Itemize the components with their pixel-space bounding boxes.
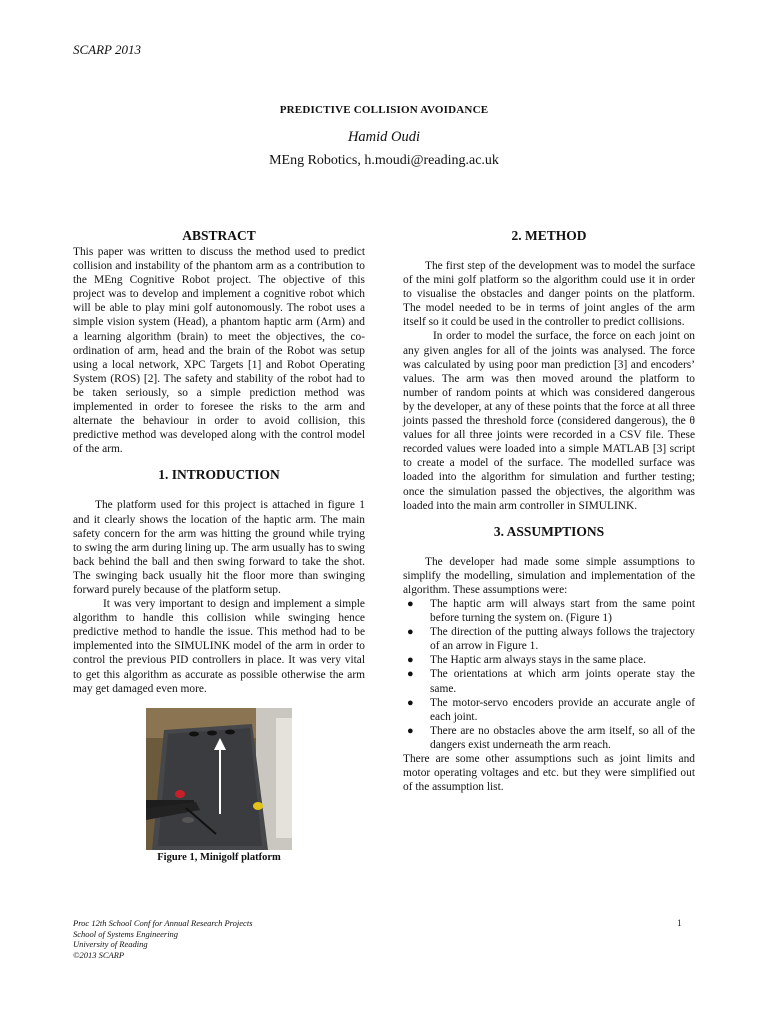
bullet-icon: ● [407,724,414,737]
list-item [403,625,695,653]
intro-paragraph-1: The platform used for this project is attached in figure 1 and it clearly shows the location of the haptic arm. The main safety concern for the arm was hitting the ground while trying to swing the arm during lining up. The arm usually has to swing back behind the ball and then swing forward to take the shot. The swinging back usually hit the floor more than swinging forward purely because of the platform setup. [73,499,365,596]
figure-1 [146,708,292,863]
method-heading: 2. METHOD [511,228,587,243]
abstract-heading: ABSTRACT [182,228,256,243]
bullet-icon: ● [407,654,414,667]
footer-line: University of Reading [73,939,148,949]
bullet-icon: ● [407,597,414,610]
list-item [403,667,695,695]
running-head: SCARP 2013 [73,42,142,57]
left-column [73,227,365,863]
figure-1-caption: Figure 1, Minigolf platform [157,851,281,863]
list-item [403,653,695,667]
method-paragraph-1: The first step of the development was to model the surface of the mini golf platform so the algorithm could use it in order to visualise the obstacles and danger points on the platform. The model needed to be in terms of joint angles of the arm itself so it could be used in the controller to predict collisions. [403,260,695,329]
right-column [403,227,695,794]
footer-line: School of Systems Engineering [73,928,179,939]
page-number: 1 [677,918,682,928]
footer-line: ©2013 SCARP [73,949,125,960]
intro-paragraph-2: It was very important to design and implement a simple algorithm to handle this collision while swinging hence predictive method to handle the issue. This method had to be implemented into the SIMULINK model of the arm in order to control the previous PID controllers in place. It was very vital to get this algorithm as accurate as possible otherwise the arm may get damaged even more. [73,598,365,695]
assumption-text: The motor-servo encoders provide an accurate angle of each joint. [430,696,695,723]
assumption-text: The Haptic arm always stays in the same place. [430,654,647,667]
paper-title: PREDICTIVE COLLISION AVOIDANCE [279,104,489,116]
assumptions-closing: There are some other assumptions such as joint limits and motor operating voltages and etc. but they were simplified out of the assumption list. [403,753,695,794]
page-footer [73,918,253,960]
list-item [403,597,695,625]
assumptions-intro: The developer had made some simple assumptions to simplify the modelling, simulation and implementation of the algorithm. These assumptions were: [403,555,695,596]
bullet-icon: ● [407,626,414,639]
assumptions-list [403,597,695,752]
assumption-text: There are no obstacles above the arm itself, so all of the dangers exist underneath the arm reach. [430,724,695,751]
abstract-text: This paper was written to discuss the method used to predict collision and instability of the phantom arm as a contribution to the MEng Cognitive Robot project. The objective of this project was to develop and implement a cognitive robot which will be able to play mini golf autonomously. The robot uses a simple vision system (Head), a phantom haptic arm (Arm) and a learning algorithm (brain) to meet the objectives, the co-ordination of arm, head and the brain of the Robot was setup using a local network, XPC Targets [1] and Robot Operating System (ROS) [2]. The safety and stability of the robot had to be taken seriously, so a simple prediction method was implemented in order to foresee the risks to the arm and alternate the behaviour in order to avoid collision, this predictive method was developed along with the control model of the arm. [73,246,365,456]
assumptions-heading: 3. ASSUMPTIONS [493,523,605,539]
bullet-icon: ● [407,668,414,681]
assumption-text: The direction of the putting always follows the trajectory of an arrow in Figure 1. [430,626,695,653]
paper-affiliation: MEng Robotics, h.moudi@reading.ac.uk [269,153,499,168]
assumption-text: The haptic arm will always start from the same point before turning the system on. (Figure 1) [430,597,695,625]
bullet-icon: ● [407,696,414,709]
paper-author: Hamid Oudi [347,129,421,145]
minigolf-platform-photo [146,708,292,850]
footer-line: Proc 12th School Conf for Annual Research Projects [73,918,253,928]
introduction-heading: 1. INTRODUCTION [158,467,280,483]
assumption-text: The orientations at which arm joints operate stay the same. [430,668,695,695]
list-item [403,724,695,752]
list-item [403,696,695,724]
method-paragraph-2: In order to model the surface, the force on each joint on any given angles for all of the joints was analysed. The force was calculated by using poor man prediction [3] and encoders’ values. The arm was then moved around the platform to number of random points at which was considered dangerous by the developer, at any of these points that the force at all three joints passed the threshold force (considered dangerous), the θ values for all three joints were recorded in a CSV file. These recorded values were loaded into a simple MATLAB [3] script to create a model of the surface. The modelled surface was loaded into the algorithm for simulation and further testing; once the simulation passed the objectives, the algorithm was loaded into the main arm controller in SIMULINK. [403,330,695,512]
